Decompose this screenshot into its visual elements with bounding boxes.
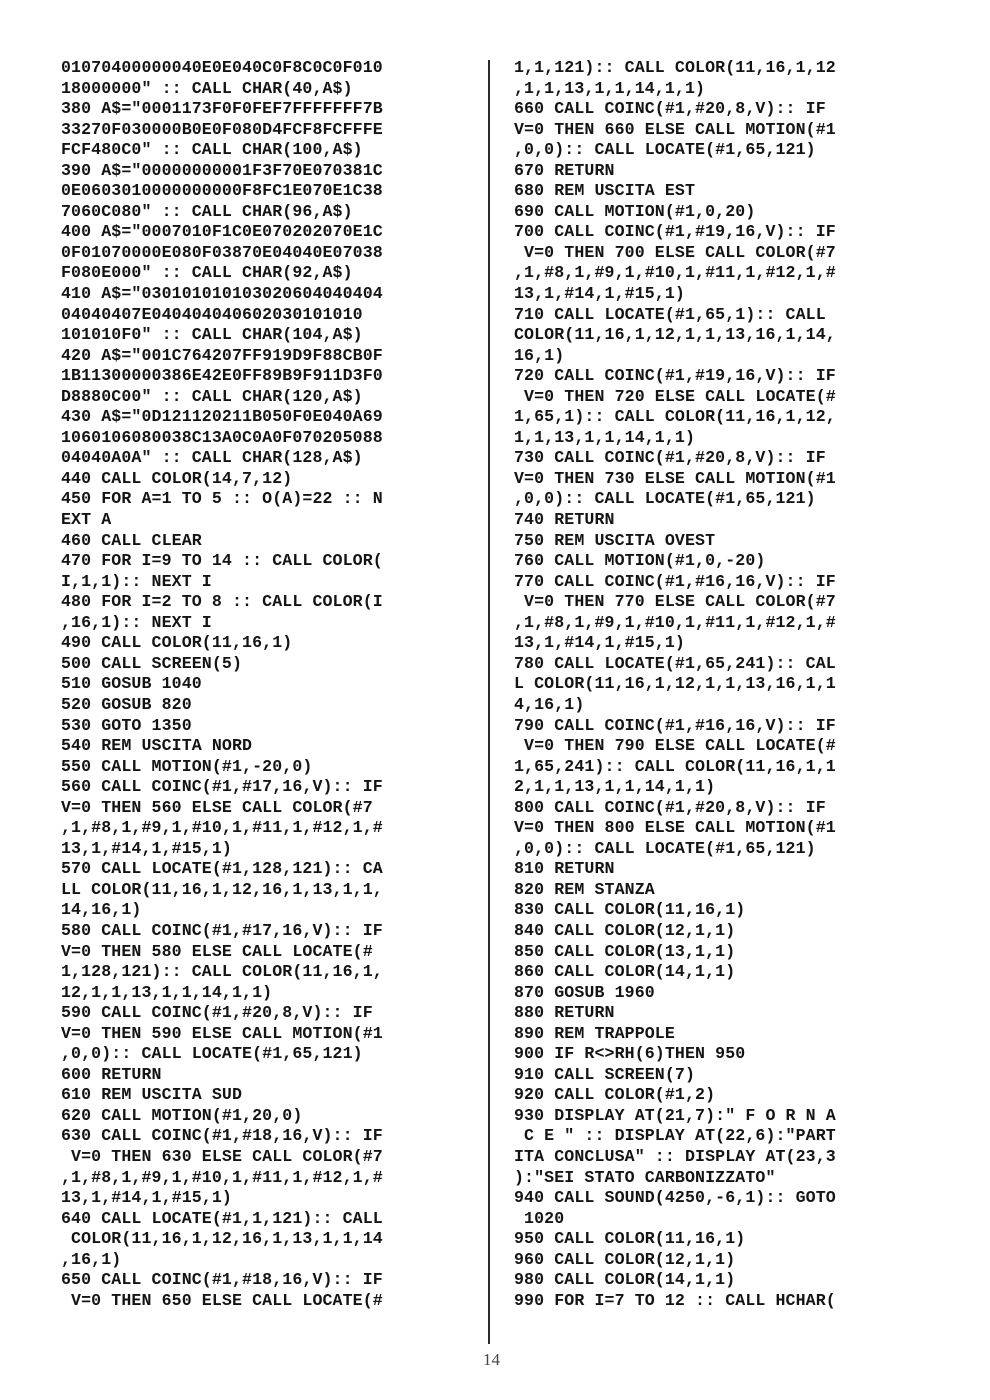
code-line: 870 GOSUB 1960 — [514, 982, 655, 1002]
code-line: 920 CALL COLOR(#1,2) — [514, 1085, 716, 1105]
code-line: 1,128,121):: CALL COLOR(11,16,1, — [61, 962, 383, 982]
code-line: LL COLOR(11,16,1,12,16,1,13,1,1, — [61, 879, 383, 899]
code-line: 1B11300000386E42E0FF89B9F911D3F0 — [61, 366, 383, 386]
code-line: L COLOR(11,16,1,12,1,1,13,16,1,1 — [514, 674, 836, 694]
code-line: 610 REM USCITA SUD — [61, 1085, 243, 1105]
code-line: 04040A0A" :: CALL CHAR(128,A$) — [61, 448, 363, 468]
code-line: ,1,#8,1,#9,1,#10,1,#11,1,#12,1,# — [61, 1167, 383, 1187]
code-line: 630 CALL COINC(#1,#18,16,V):: IF — [61, 1126, 383, 1146]
code-line: 16,1) — [514, 345, 565, 365]
code-line: 4,16,1) — [514, 694, 585, 714]
code-line: V=0 THEN 770 ELSE CALL COLOR(#7 — [514, 592, 836, 612]
code-line: 1020 — [514, 1208, 565, 1228]
code-line: V=0 THEN 720 ELSE CALL LOCATE(# — [514, 386, 836, 406]
code-line: 980 CALL COLOR(14,1,1) — [514, 1270, 736, 1290]
code-line: COLOR(11,16,1,12,1,1,13,16,1,14, — [514, 325, 836, 345]
code-line: 520 GOSUB 820 — [61, 694, 192, 714]
page-number: 14 — [483, 1350, 500, 1369]
code-line: EXT A — [61, 510, 112, 530]
code-line: 01070400000040E0E040C0F8C0C0F010 — [61, 58, 383, 77]
code-line: V=0 THEN 660 ELSE CALL MOTION(#1 — [514, 119, 836, 139]
code-line: 1060106080038C13A0C0A0F070205088 — [61, 427, 383, 447]
code-line: 640 CALL LOCATE(#1,1,121):: CALL — [61, 1208, 383, 1228]
code-line: V=0 THEN 700 ELSE CALL COLOR(#7 — [514, 242, 836, 262]
code-line: 910 CALL SCREEN(7) — [514, 1064, 696, 1084]
code-line: 510 GOSUB 1040 — [61, 674, 202, 694]
code-line: 830 CALL COLOR(11,16,1) — [514, 900, 746, 920]
code-line: 650 CALL COINC(#1,#18,16,V):: IF — [61, 1270, 383, 1290]
code-line: 940 CALL SOUND(4250,-6,1):: GOTO — [514, 1188, 836, 1208]
code-line: ,0,0):: CALL LOCATE(#1,65,121) — [514, 838, 816, 858]
code-line: 390 A$="00000000001F3F70E070381C — [61, 160, 383, 180]
code-line: 710 CALL LOCATE(#1,65,1):: CALL — [514, 304, 826, 324]
code-line: ,0,0):: CALL LOCATE(#1,65,121) — [61, 1044, 363, 1064]
code-line: V=0 THEN 560 ELSE CALL COLOR(#7 — [61, 797, 373, 817]
code-line: 1,1,13,1,1,14,1,1) — [514, 427, 696, 447]
code-line: 12,1,1,13,1,1,14,1,1) — [61, 982, 273, 1002]
code-line: 680 REM USCITA EST — [514, 181, 696, 201]
code-line: 13,1,#14,1,#15,1) — [61, 838, 232, 858]
code-line: ,1,#8,1,#9,1,#10,1,#11,1,#12,1,# — [514, 612, 836, 632]
code-line: 13,1,#14,1,#15,1) — [514, 633, 685, 653]
code-line: ITA CONCLUSA" :: DISPLAY AT(23,3 — [514, 1146, 836, 1166]
code-line: 840 CALL COLOR(12,1,1) — [514, 920, 736, 940]
code-line: 740 RETURN — [514, 510, 615, 530]
code-line: 560 CALL COINC(#1,#17,16,V):: IF — [61, 777, 383, 797]
code-line: 730 CALL COINC(#1,#20,8,V):: IF — [514, 448, 826, 468]
code-line: 440 CALL COLOR(14,7,12) — [61, 468, 293, 488]
code-line: 930 DISPLAY AT(21,7):" F O R N A — [514, 1105, 836, 1125]
code-line: 400 A$="0007010F1C0E070202070E1C — [61, 222, 383, 242]
column-divider — [488, 60, 490, 1344]
code-line: 810 RETURN — [514, 859, 615, 879]
code-column-left — [61, 58, 476, 1311]
code-line: 600 RETURN — [61, 1064, 162, 1084]
code-line: COLOR(11,16,1,12,16,1,13,1,1,14 — [61, 1229, 383, 1249]
code-line: 490 CALL COLOR(11,16,1) — [61, 633, 293, 653]
code-line: ,1,#8,1,#9,1,#10,1,#11,1,#12,1,# — [61, 818, 383, 838]
code-line: 13,1,#14,1,#15,1) — [514, 284, 685, 304]
code-line: 1,65,241):: CALL COLOR(11,16,1,1 — [514, 756, 836, 776]
code-line: 2,1,1,13,1,1,14,1,1) — [514, 777, 716, 797]
code-line: 1,1,121):: CALL COLOR(11,16,1,12 — [514, 58, 836, 77]
code-line: 550 CALL MOTION(#1,-20,0) — [61, 756, 313, 776]
code-line: 0E0603010000000000F8FC1E070E1C38 — [61, 181, 383, 201]
code-line: 101010F0" :: CALL CHAR(104,A$) — [61, 325, 363, 345]
code-line: 13,1,#14,1,#15,1) — [61, 1188, 232, 1208]
code-line: 530 GOTO 1350 — [61, 715, 192, 735]
code-line: 780 CALL LOCATE(#1,65,241):: CAL — [514, 653, 836, 673]
code-line: 380 A$="0001173F0F0FEF7FFFFFFF7B — [61, 99, 383, 119]
code-line: ,1,#8,1,#9,1,#10,1,#11,1,#12,1,# — [514, 263, 836, 283]
code-line: 770 CALL COINC(#1,#16,16,V):: IF — [514, 571, 836, 591]
code-line: 7060C080" :: CALL CHAR(96,A$) — [61, 201, 353, 221]
code-line: 750 REM USCITA OVEST — [514, 530, 716, 550]
code-line: V=0 THEN 630 ELSE CALL COLOR(#7 — [61, 1146, 383, 1166]
code-line: FCF480C0" :: CALL CHAR(100,A$) — [61, 140, 363, 160]
code-line: D8880C00" :: CALL CHAR(120,A$) — [61, 386, 363, 406]
code-line: 950 CALL COLOR(11,16,1) — [514, 1229, 746, 1249]
code-line: 690 CALL MOTION(#1,0,20) — [514, 201, 756, 221]
code-line: 900 IF R<>RH(6)THEN 950 — [514, 1044, 746, 1064]
code-line: 720 CALL COINC(#1,#19,16,V):: IF — [514, 366, 836, 386]
code-line: F080E000" :: CALL CHAR(92,A$) — [61, 263, 353, 283]
code-line: 540 REM USCITA NORD — [61, 736, 253, 756]
code-line: 580 CALL COINC(#1,#17,16,V):: IF — [61, 920, 383, 940]
code-line: 33270F030000B0E0F080D4FCF8FCFFFE — [61, 119, 383, 139]
code-line: 460 CALL CLEAR — [61, 530, 202, 550]
code-line: ,16,1):: NEXT I — [61, 612, 212, 632]
code-line: V=0 THEN 580 ELSE CALL LOCATE(# — [61, 941, 373, 961]
code-line: 620 CALL MOTION(#1,20,0) — [61, 1105, 303, 1125]
code-line: 760 CALL MOTION(#1,0,-20) — [514, 551, 766, 571]
code-line: ,0,0):: CALL LOCATE(#1,65,121) — [514, 140, 816, 160]
code-line: 670 RETURN — [514, 160, 615, 180]
code-line: 660 CALL COINC(#1,#20,8,V):: IF — [514, 99, 826, 119]
code-line: ,16,1) — [61, 1249, 122, 1269]
code-line: 18000000" :: CALL CHAR(40,A$) — [61, 78, 353, 98]
code-line: ,1,1,13,1,1,14,1,1) — [514, 78, 706, 98]
code-line: 790 CALL COINC(#1,#16,16,V):: IF — [514, 715, 836, 735]
code-line: 800 CALL COINC(#1,#20,8,V):: IF — [514, 797, 826, 817]
code-line: V=0 THEN 790 ELSE CALL LOCATE(# — [514, 736, 836, 756]
code-line: 410 A$="030101010103020604040404 — [61, 284, 383, 304]
code-line: 450 FOR A=1 TO 5 :: O(A)=22 :: N — [61, 489, 383, 509]
code-line: 850 CALL COLOR(13,1,1) — [514, 941, 736, 961]
code-line: C E " :: DISPLAY AT(22,6):"PART — [514, 1126, 836, 1146]
code-line: V=0 THEN 730 ELSE CALL MOTION(#1 — [514, 468, 836, 488]
code-line: 890 REM TRAPPOLE — [514, 1023, 675, 1043]
code-line: 430 A$="0D121120211B050F0E040A69 — [61, 407, 383, 427]
code-line: I,1,1):: NEXT I — [61, 571, 212, 591]
code-line: 990 FOR I=7 TO 12 :: CALL HCHAR( — [514, 1290, 836, 1310]
code-line: 700 CALL COINC(#1,#19,16,V):: IF — [514, 222, 836, 242]
code-line: 590 CALL COINC(#1,#20,8,V):: IF — [61, 1003, 373, 1023]
code-line: 880 RETURN — [514, 1003, 615, 1023]
code-line: 570 CALL LOCATE(#1,128,121):: CA — [61, 859, 383, 879]
code-line: 0F01070000E080F03870E04040E07038 — [61, 242, 383, 262]
code-line: 860 CALL COLOR(14,1,1) — [514, 962, 736, 982]
code-line: V=0 THEN 650 ELSE CALL LOCATE(# — [61, 1290, 383, 1310]
code-line: ):"SEI STATO CARBONIZZATO" — [514, 1167, 776, 1187]
code-line: 820 REM STANZA — [514, 879, 655, 899]
code-line: 420 A$="001C764207FF919D9F88CB0F — [61, 345, 383, 365]
code-line: 960 CALL COLOR(12,1,1) — [514, 1249, 736, 1269]
code-line: 1,65,1):: CALL COLOR(11,16,1,12, — [514, 407, 836, 427]
code-line: V=0 THEN 590 ELSE CALL MOTION(#1 — [61, 1023, 383, 1043]
code-line: 480 FOR I=2 TO 8 :: CALL COLOR(I — [61, 592, 383, 612]
code-line: 14,16,1) — [61, 900, 142, 920]
code-line: 04040407E040404040602030101010 — [61, 304, 363, 324]
code-line: ,0,0):: CALL LOCATE(#1,65,121) — [514, 489, 816, 509]
code-line: 500 CALL SCREEN(5) — [61, 653, 243, 673]
code-line: 470 FOR I=9 TO 14 :: CALL COLOR( — [61, 551, 383, 571]
code-column-right — [514, 58, 934, 1311]
code-line: V=0 THEN 800 ELSE CALL MOTION(#1 — [514, 818, 836, 838]
